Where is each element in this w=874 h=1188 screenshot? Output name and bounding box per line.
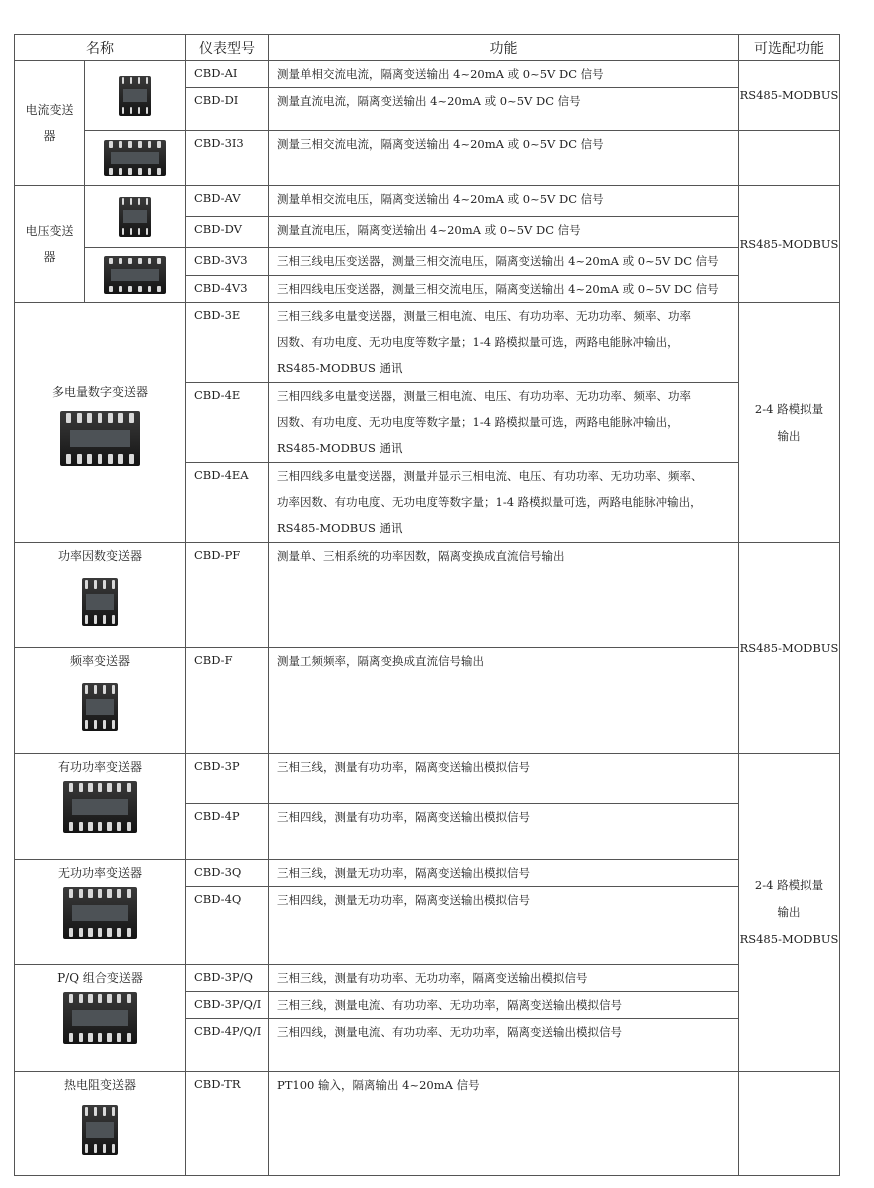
- function-cell: 测量单、三相系统的功率因数，隔离变换成直流信号输出: [269, 543, 739, 648]
- function-cell: 测量单相交流电流，隔离变送输出 4~20mA 或 0~5V DC 信号: [269, 61, 739, 88]
- function-cell: 三相三线，测量有功功率，隔离变送输出模拟信号: [269, 754, 739, 804]
- function-cell: 三相四线，测量有功功率，隔离变送输出模拟信号: [269, 804, 739, 860]
- model-cell: CBD-DI: [186, 88, 269, 131]
- category-label: 功率因数变送器: [57, 549, 142, 563]
- category-label: 无功功率变送器: [57, 866, 142, 880]
- header-function: 功能: [269, 35, 739, 61]
- model-cell: CBD-PF: [186, 543, 269, 648]
- category-label: 多电量数字变送器: [51, 385, 148, 399]
- transmitter-module-image: [104, 256, 166, 294]
- table-row: [15, 860, 840, 887]
- model-cell: CBD-4E: [186, 383, 269, 463]
- model-cell: CBD-3P/Q/I: [186, 992, 269, 1019]
- category-label: 频率变送器: [69, 654, 130, 668]
- function-cell: 测量单相交流电压，隔离变送输出 4~20mA 或 0~5V DC 信号: [269, 186, 739, 217]
- function-cell: 测量三相交流电流，隔离变送输出 4~20mA 或 0~5V DC 信号: [269, 131, 739, 186]
- model-cell: CBD-3V3: [186, 248, 269, 276]
- model-cell: CBD-3Q: [186, 860, 269, 887]
- table-row: [15, 648, 840, 754]
- category-label: 电压变送: [25, 224, 74, 238]
- function-cell: 测量直流电流，隔离变送输出 4~20mA 或 0~5V DC 信号: [269, 88, 739, 131]
- transmitter-module-image: [119, 197, 151, 237]
- model-cell: CBD-3P/Q: [186, 965, 269, 992]
- transmitter-module-image: [63, 781, 137, 833]
- function-cell: 三相三线，测量有功功率、无功功率，隔离变送输出模拟信号: [269, 965, 739, 992]
- table-row: [15, 248, 840, 276]
- category-reactive: [15, 860, 186, 965]
- model-cell: CBD-3I3: [186, 131, 269, 186]
- function-cell: 三相四线，测量无功功率，隔离变送输出模拟信号: [269, 887, 739, 965]
- option-cell: RS485-MODBUS: [739, 186, 840, 303]
- category-current: [15, 61, 85, 186]
- model-cell: CBD-3E: [186, 303, 269, 383]
- transmitter-module-image: [82, 683, 118, 731]
- header-name: 名称: [15, 35, 186, 61]
- option-cell: [739, 131, 840, 186]
- table-row: [15, 754, 840, 804]
- category-label: P/Q 组合变送器: [57, 971, 143, 985]
- model-cell: CBD-3P: [186, 754, 269, 804]
- option-cell: RS485-MODBUS: [739, 543, 840, 754]
- category-label: 热电阻变送器: [63, 1078, 136, 1092]
- transmitter-module-image: [104, 140, 166, 176]
- table-row: [15, 543, 840, 648]
- table-row: [15, 131, 840, 186]
- transmitter-module-image: [82, 578, 118, 626]
- transmitter-module-image: [60, 411, 140, 466]
- transmitter-module-image: [82, 1105, 118, 1155]
- function-cell: PT100 输入，隔离输出 4~20mA 信号: [269, 1072, 739, 1176]
- header-options: 可选配功能: [739, 35, 840, 61]
- function-cell: 三相三线电压变送器，测量三相交流电压，隔离变送输出 4~20mA 或 0~5V DC 信号: [269, 248, 739, 276]
- device-image-cell: [85, 248, 186, 303]
- device-image-cell: [85, 61, 186, 131]
- category-pq: [15, 965, 186, 1072]
- product-spec-table: [14, 34, 840, 1176]
- model-cell: CBD-TR: [186, 1072, 269, 1176]
- device-image-cell: [85, 186, 186, 248]
- function-cell: 测量直流电压，隔离变送输出 4~20mA 或 0~5V DC 信号: [269, 217, 739, 248]
- model-cell: CBD-F: [186, 648, 269, 754]
- category-label: 器: [43, 250, 56, 264]
- transmitter-module-image: [63, 887, 137, 939]
- header-model: 仪表型号: [186, 35, 269, 61]
- function-cell: 测量工频频率，隔离变换成直流信号输出: [269, 648, 739, 754]
- table-row: [15, 965, 840, 992]
- function-cell: 三相四线，测量电流、有功功率、无功功率，隔离变送输出模拟信号: [269, 1019, 739, 1072]
- category-label: 器: [43, 129, 56, 143]
- category-rtd: [15, 1072, 186, 1176]
- model-cell: CBD-4V3: [186, 276, 269, 303]
- model-cell: CBD-AI: [186, 61, 269, 88]
- function-cell: 三相四线电压变送器，测量三相交流电压，隔离变送输出 4~20mA 或 0~5V DC 信号: [269, 276, 739, 303]
- table-row: [15, 61, 840, 88]
- function-cell: 三相三线多电量变送器，测量三相电流、电压、有功功率、无功功率、频率、功率 因数、有功电度、无功电度等数字量；1-4 路模拟量可选，两路电能脉冲输出， RS485-MODBUS 通讯: [269, 303, 739, 383]
- device-image-cell: [85, 131, 186, 186]
- table-row: [15, 303, 840, 383]
- model-cell: CBD-4P/Q/I: [186, 1019, 269, 1072]
- function-cell: 三相四线多电量变送器，测量三相电流、电压、有功功率、无功功率、频率、功率 因数、有功电度、无功电度等数字量；1-4 路模拟量可选，两路电能脉冲输出， RS485-MODBUS 通讯: [269, 383, 739, 463]
- table-header-row: [15, 35, 840, 61]
- transmitter-module-image: [63, 992, 137, 1044]
- transmitter-module-image: [119, 76, 151, 116]
- model-cell: CBD-4EA: [186, 463, 269, 543]
- option-cell: 2-4 路模拟量 输出: [739, 303, 840, 543]
- table-row: [15, 1072, 840, 1176]
- option-cell: 2-4 路模拟量 输出 RS485-MODBUS: [739, 754, 840, 1072]
- option-cell: RS485-MODBUS: [739, 61, 840, 131]
- category-multi: [15, 303, 186, 543]
- model-cell: CBD-4Q: [186, 887, 269, 965]
- model-cell: CBD-4P: [186, 804, 269, 860]
- model-cell: CBD-DV: [186, 217, 269, 248]
- table-row: [15, 186, 840, 217]
- function-cell: 三相三线，测量电流、有功功率、无功功率，隔离变送输出模拟信号: [269, 992, 739, 1019]
- category-freq: [15, 648, 186, 754]
- function-cell: 三相四线多电量变送器，测量并显示三相电流、电压、有功功率、无功功率、频率、 功率因数、有功电度、无功电度等数字量；1-4 路模拟量可选，两路电能脉冲输出， RS485-MODBUS 通讯: [269, 463, 739, 543]
- category-active: [15, 754, 186, 860]
- category-label: 电流变送: [25, 103, 74, 117]
- model-cell: CBD-AV: [186, 186, 269, 217]
- category-pf: [15, 543, 186, 648]
- category-label: 有功功率变送器: [57, 760, 142, 774]
- option-cell: [739, 1072, 840, 1176]
- function-cell: 三相三线，测量无功功率，隔离变送输出模拟信号: [269, 860, 739, 887]
- category-voltage: [15, 186, 85, 303]
